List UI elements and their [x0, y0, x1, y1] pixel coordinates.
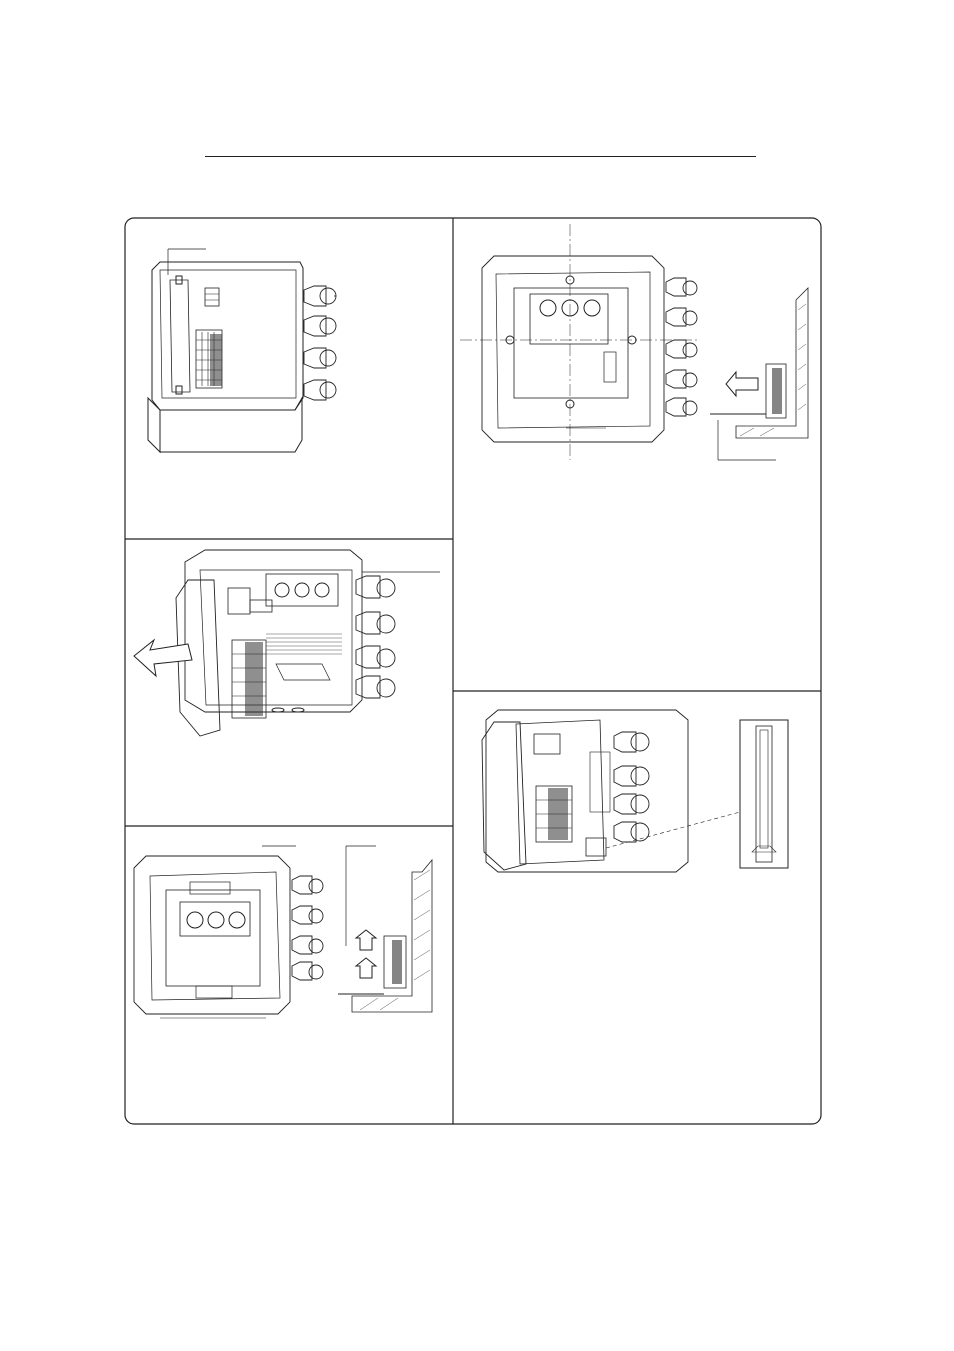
illustration-cover-open — [134, 550, 440, 736]
illustration-front-mounting — [134, 846, 432, 1018]
panel-frame — [125, 218, 821, 1124]
illustration-housing-closed — [148, 249, 336, 452]
illustration-fuse-detail — [482, 710, 788, 872]
illustration-front-wall-mount — [460, 224, 808, 460]
